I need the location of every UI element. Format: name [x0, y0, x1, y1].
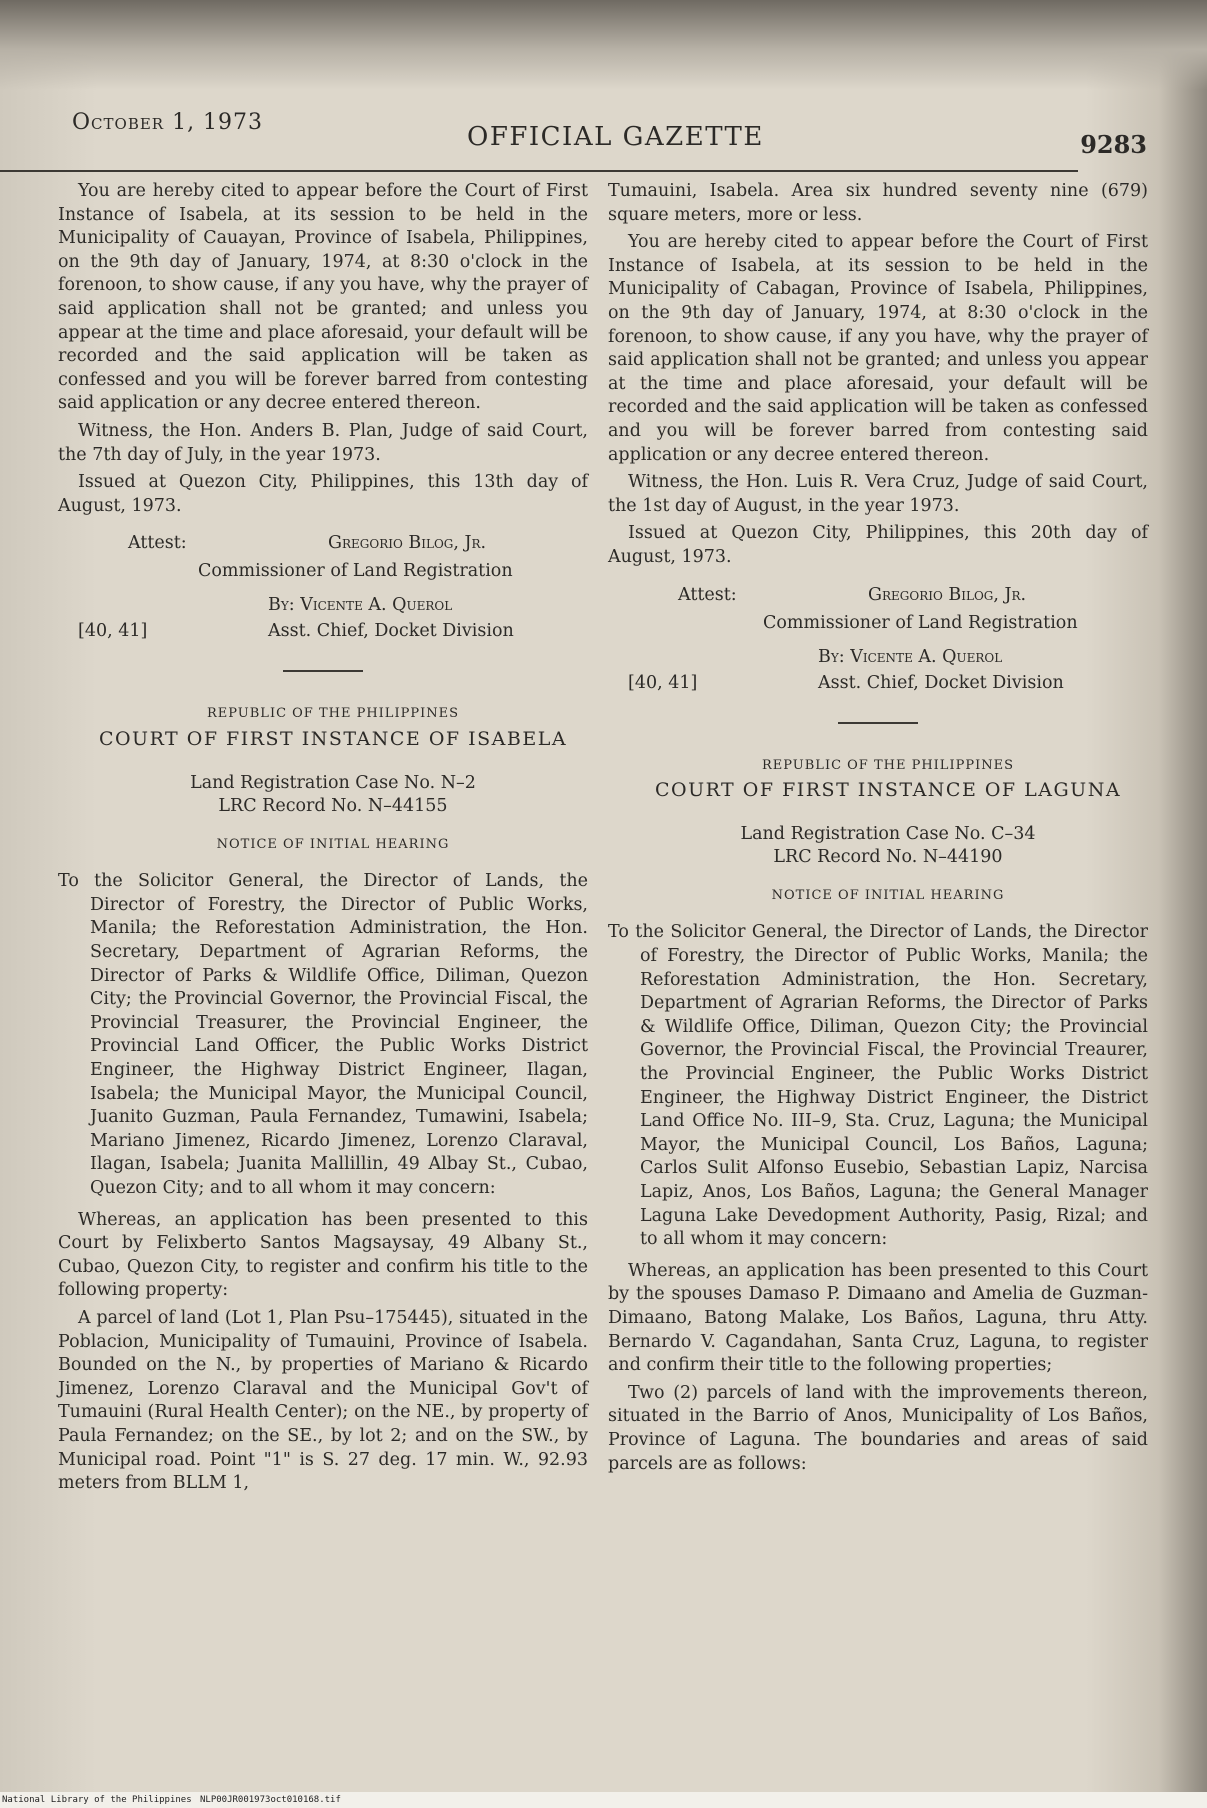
right-docket-title: Asst. Chief, Docket Division: [818, 672, 1064, 693]
left-docket-line: [58, 620, 588, 646]
left-whereas: Whereas, an application has been presented to this Court by Felixberto Santos Magsaysay, 49 Albany St., Cubao, Quezon City, to register and confirm his title to the following property:: [58, 1209, 588, 1301]
left-court-heading: COURT OF FIRST INSTANCE OF ISABELA: [98, 727, 568, 750]
left-commissioner-title: Commissioner of Land Registration: [198, 561, 513, 582]
right-addressee: To the Solicitor General, the Director of Lands, the Director of Forestry, the Director of Public Works, Manila; the Reforestation Administration, the Hon. Secretary, Department of Agrarian Reforms, the Director of Parks & Wildlife Office, Diliman, Quezon City; the Provincial Governor, the Provincial Fiscal, the Provincial Treaurer, the Provincial Engineer, the Public Works District Engineer, the Highway District Engineer, the District Land Office No. III–9, Sta. Cruz, Laguna; the Municipal Mayor, the Municipal Council, Los Baños, Laguna; Carlos Sulit Alfonso Eusebio, Sebastian Lapiz, Narcisa Lapiz, Anos, Los Baños, Laguna; the General Manager Laguna Lake Devedopment Authority, Pasig, Rizal; and to all whom it may concern:: [608, 922, 1148, 1250]
left-lrc-number: LRC Record No. N–44155: [218, 796, 448, 817]
right-whereas: Whereas, an application has been presented to this Court by the spouses Damaso P. Dimaano and Amelia de Guzman-Dimaano, Batong Malake, Los Baños, Laguna, thru Atty. Bernardo V. Cagandahan, Santa Cruz, Laguna, to register and confirm their title to the following properties;: [608, 1260, 1148, 1376]
left-by-signatory: By: Vicente A. Querol: [268, 595, 453, 616]
right-attest: [608, 584, 1148, 612]
issue-date: October 1, 1973: [72, 110, 264, 135]
left-addressee: To the Solicitor General, the Director of Lands, the Director of Forestry, the Director of Public Works, Manila; the Reforestation Administration, the Hon. Secretary, Department of Agrarian Reforms, the Director of Parks & Wildlife Office, Diliman, Quezon City; the Provincial Governor, the Provincial Fiscal, the Provincial Treasurer, the Provincial Engineer, the Provincial Land Officer, the Public Works District Engineer, the Highway District Engineer, Ilagan, Isabela; the Municipal Mayor, the Municipal Council, Juanito Guzman, Paula Fernandez, Tumawini, Isabela; Mariano Jimenez, Ricardo Jimenez, Lorenzo Claraval, Ilagan, Isabela; Juanita Mallillin, 49 Albay St., Cubao, Quezon City; and to all whom it may concern:: [58, 871, 588, 1198]
right-continuation: Tumauini, Isabela. Area six hundred seventy nine (679) square meters, more or less.: [608, 181, 1148, 225]
left-commissioner-line: [58, 560, 588, 586]
right-parcels: Two (2) parcels of land with the improvements thereon, situated in the Barrio of Anos, Municipality of Los Baños, Province of Laguna. The boundaries and areas of said parcels are as follows:: [608, 1382, 1148, 1474]
footer-library: National Library of the Philippines: [2, 1795, 192, 1805]
footer-filename: NLP00JR001973oct010168.tif: [200, 1795, 341, 1805]
right-column: [608, 180, 1148, 1480]
right-republic: REPUBLIC OF THE PHILIPPINES: [762, 757, 1014, 773]
right-attest-label: Attest:: [678, 584, 737, 605]
left-issued: Issued at Quezon City, Philippines, this 13th day of August, 1973.: [58, 472, 588, 516]
page-number: 9283: [1080, 130, 1147, 159]
left-docket-title: Asst. Chief, Docket Division: [268, 621, 514, 642]
right-commissioner-name: Gregorio Bilog, Jr.: [868, 584, 1027, 605]
left-republic: REPUBLIC OF THE PHILIPPINES: [207, 706, 459, 722]
left-attest: [58, 532, 588, 560]
right-notice-heading: NOTICE OF INITIAL HEARING: [771, 887, 1005, 903]
right-docket-line: [608, 672, 1148, 698]
header-rule: [0, 170, 1078, 172]
left-by-line: [58, 594, 588, 620]
left-column: [58, 180, 588, 1500]
left-parcel: A parcel of land (Lot 1, Plan Psu–175445), situated in the Poblacion, Municipality of Tumauini, Province of Isabela. Bounded on the N., by properties of Mariano & Ricardo Jimenez, Lorenzo Claraval and the Municipal Gov't of Tumauini (Rural Health Center); on the NE., by property of Paula Fernandez; on the SE., by lot 2; and on the SW., by Municipal road. Point "1" is S. 27 deg. 17 min. W., 92.93 meters from BLLM 1,: [58, 1307, 588, 1494]
right-reference: [40, 41]: [628, 672, 698, 693]
left-attest-label: Attest:: [128, 533, 187, 554]
left-notice-heading: NOTICE OF INITIAL HEARING: [216, 836, 450, 852]
publication-title: OFFICIAL GAZETTE: [467, 122, 764, 152]
left-case-number: Land Registration Case No. N–2: [190, 772, 476, 793]
right-by-signatory: By: Vicente A. Querol: [818, 646, 1003, 667]
scan-footer: [0, 1792, 1207, 1808]
left-separator: [283, 670, 363, 672]
right-commissioner-title: Commissioner of Land Registration: [763, 612, 1078, 633]
left-commissioner-name: Gregorio Bilog, Jr.: [328, 533, 487, 554]
right-separator: [838, 722, 918, 724]
right-case-number: Land Registration Case No. C–34: [740, 823, 1036, 844]
page-header: [72, 100, 1147, 160]
scan-shadow: [0, 0, 1207, 90]
left-reference: [40, 41]: [78, 621, 148, 642]
right-issued: Issued at Quezon City, Philippines, this 20th day of August, 1973.: [608, 523, 1148, 567]
right-cite-paragraph: You are hereby cited to appear before the Court of First Instance of Isabela, at its session to be held in the Municipality of Cabagan, Province of Isabela, Philippines, on the 9th day of January, 1974, at 8:30 o'clock in the forenoon, to show cause, if any you have, why the prayer of said application shall not be granted; and unless you appear at the time and place aforesaid, your default will be recorded and the said application will be taken as confessed and you will be forever barred from contesting said application or any decree entered thereon.: [608, 232, 1148, 465]
right-by-line: [608, 646, 1148, 672]
left-cite-paragraph: You are hereby cited to appear before the Court of First Instance of Isabela, at its session to be held in the Municipality of Cauayan, Province of Isabela, Philippines, on the 9th day of January, 1974, at 8:30 o'clock in the forenoon, to show cause, if any you have, why the prayer of said application shall not be granted; and unless you appear at the time and place aforesaid, your default will be recorded and the said application will be taken as confessed and you will be forever barred from contesting said application or any decree entered thereon.: [58, 181, 588, 414]
left-witness: Witness, the Hon. Anders B. Plan, Judge of said Court, the 7th day of July, in the year 1973.: [58, 420, 588, 465]
right-lrc-number: LRC Record No. N–44190: [773, 847, 1003, 868]
right-court-heading: COURT OF FIRST INSTANCE OF LAGUNA: [654, 779, 1122, 802]
right-witness: Witness, the Hon. Luis R. Vera Cruz, Judge of said Court, the 1st day of August, in the year 1973.: [608, 472, 1148, 516]
right-commissioner-line: [608, 612, 1148, 638]
